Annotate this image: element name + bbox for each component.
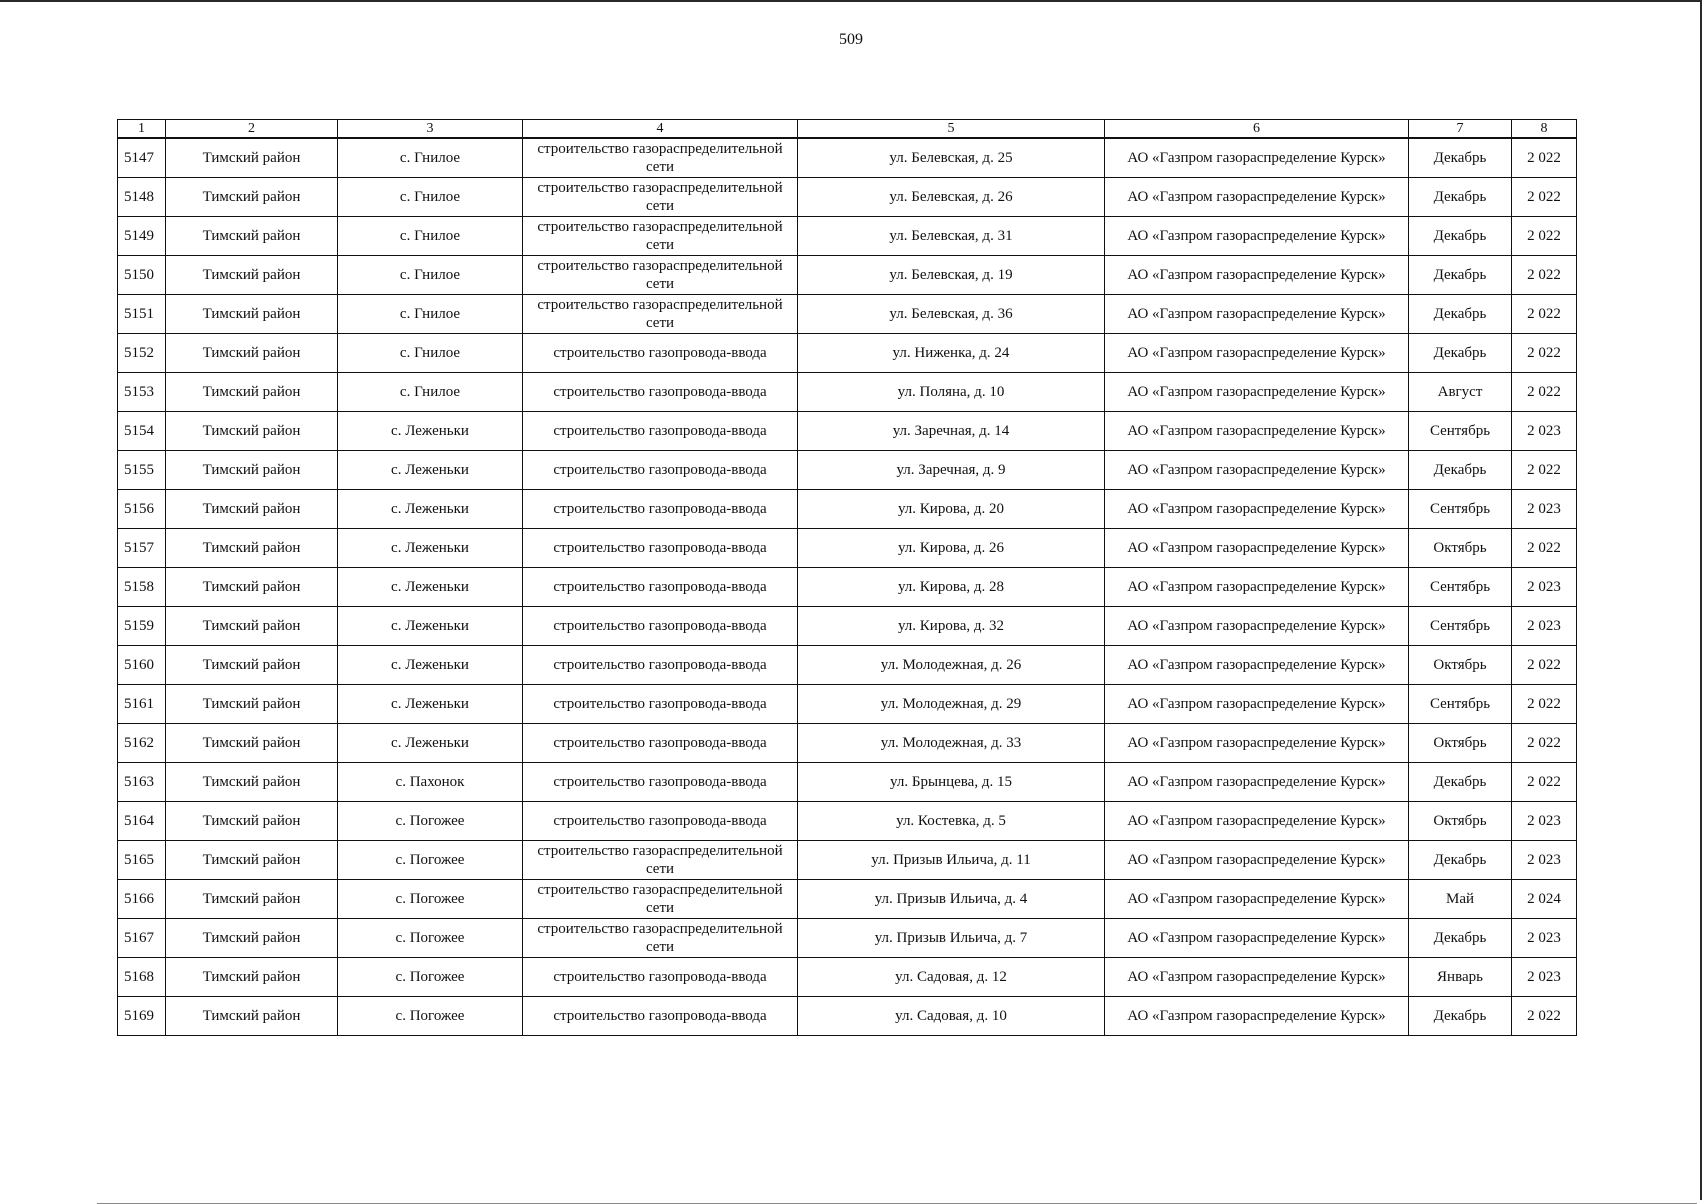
address-cell: ул. Призыв Ильича, д. 4 <box>798 880 1105 919</box>
work-type-cell: строительство газопровода-ввода <box>523 724 798 763</box>
work-type-text: строительство газораспределительной сети <box>537 843 783 877</box>
work-type-cell: строительство газопровода-ввода <box>523 373 798 412</box>
work-type-cell <box>523 841 798 880</box>
organization-cell: АО «Газпром газораспределение Курск» <box>1105 412 1409 451</box>
month-cell: Декабрь <box>1409 763 1512 802</box>
table-row <box>118 178 1577 217</box>
month-cell: Сентябрь <box>1409 412 1512 451</box>
year-cell: 2 023 <box>1512 568 1577 607</box>
year-cell: 2 022 <box>1512 685 1577 724</box>
district-cell: Тимский район <box>166 607 338 646</box>
month-cell: Сентябрь <box>1409 568 1512 607</box>
address-cell: ул. Костевка, д. 5 <box>798 802 1105 841</box>
table-row <box>118 880 1577 919</box>
district-cell: Тимский район <box>166 529 338 568</box>
address-cell: ул. Кирова, д. 28 <box>798 568 1105 607</box>
month-cell: Декабрь <box>1409 217 1512 256</box>
organization-cell: АО «Газпром газораспределение Курск» <box>1105 958 1409 997</box>
month-cell: Декабрь <box>1409 295 1512 334</box>
organization-cell: АО «Газпром газораспределение Курск» <box>1105 802 1409 841</box>
header-cell: 4 <box>523 120 798 139</box>
table-row <box>118 919 1577 958</box>
address-cell: ул. Заречная, д. 9 <box>798 451 1105 490</box>
address-cell: ул. Кирова, д. 20 <box>798 490 1105 529</box>
work-type-cell: строительство газопровода-ввода <box>523 451 798 490</box>
district-cell: Тимский район <box>166 724 338 763</box>
settlement-cell: с. Погожее <box>338 802 523 841</box>
year-cell: 2 022 <box>1512 451 1577 490</box>
address-cell: ул. Призыв Ильича, д. 7 <box>798 919 1105 958</box>
organization-cell: АО «Газпром газораспределение Курск» <box>1105 529 1409 568</box>
work-type-cell: строительство газопровода-ввода <box>523 412 798 451</box>
header-cell: 7 <box>1409 120 1512 139</box>
district-cell: Тимский район <box>166 256 338 295</box>
month-cell: Декабрь <box>1409 256 1512 295</box>
district-cell: Тимский район <box>166 685 338 724</box>
organization-cell: АО «Газпром газораспределение Курск» <box>1105 490 1409 529</box>
year-cell: 2 022 <box>1512 334 1577 373</box>
table-row <box>118 763 1577 802</box>
settlement-cell: с. Гнилое <box>338 256 523 295</box>
month-cell: Сентябрь <box>1409 490 1512 529</box>
district-cell: Тимский район <box>166 138 338 178</box>
settlement-cell: с. Леженьки <box>338 568 523 607</box>
header-cell: 5 <box>798 120 1105 139</box>
table-row <box>118 997 1577 1036</box>
month-cell: Декабрь <box>1409 919 1512 958</box>
district-cell: Тимский район <box>166 841 338 880</box>
month-cell: Январь <box>1409 958 1512 997</box>
organization-cell: АО «Газпром газораспределение Курск» <box>1105 880 1409 919</box>
year-cell: 2 023 <box>1512 802 1577 841</box>
row-number-cell: 5153 <box>118 373 166 412</box>
month-cell: Октябрь <box>1409 646 1512 685</box>
year-cell: 2 022 <box>1512 217 1577 256</box>
month-cell: Декабрь <box>1409 178 1512 217</box>
settlement-cell: с. Погожее <box>338 958 523 997</box>
address-cell: ул. Кирова, д. 26 <box>798 529 1105 568</box>
row-number-cell: 5161 <box>118 685 166 724</box>
organization-cell: АО «Газпром газораспределение Курск» <box>1105 568 1409 607</box>
address-cell: ул. Молодежная, д. 33 <box>798 724 1105 763</box>
row-number-cell: 5166 <box>118 880 166 919</box>
settlement-cell: с. Леженьки <box>338 607 523 646</box>
row-number-cell: 5156 <box>118 490 166 529</box>
table-row <box>118 841 1577 880</box>
header-cell: 6 <box>1105 120 1409 139</box>
year-cell: 2 022 <box>1512 529 1577 568</box>
settlement-cell: с. Леженьки <box>338 646 523 685</box>
month-cell: Декабрь <box>1409 138 1512 178</box>
address-cell: ул. Ниженка, д. 24 <box>798 334 1105 373</box>
year-cell: 2 022 <box>1512 295 1577 334</box>
year-cell: 2 023 <box>1512 490 1577 529</box>
row-number-cell: 5149 <box>118 217 166 256</box>
address-cell: ул. Белевская, д. 26 <box>798 178 1105 217</box>
month-cell: Октябрь <box>1409 802 1512 841</box>
table-row <box>118 529 1577 568</box>
row-number-cell: 5168 <box>118 958 166 997</box>
address-cell: ул. Поляна, д. 10 <box>798 373 1105 412</box>
settlement-cell: с. Леженьки <box>338 412 523 451</box>
organization-cell: АО «Газпром газораспределение Курск» <box>1105 451 1409 490</box>
organization-cell: АО «Газпром газораспределение Курск» <box>1105 178 1409 217</box>
month-cell: Август <box>1409 373 1512 412</box>
work-type-cell: строительство газопровода-ввода <box>523 568 798 607</box>
year-cell: 2 023 <box>1512 607 1577 646</box>
organization-cell: АО «Газпром газораспределение Курск» <box>1105 295 1409 334</box>
district-cell: Тимский район <box>166 217 338 256</box>
work-type-cell <box>523 295 798 334</box>
organization-cell: АО «Газпром газораспределение Курск» <box>1105 919 1409 958</box>
table-row <box>118 138 1577 178</box>
header-cell: 1 <box>118 120 166 139</box>
year-cell: 2 023 <box>1512 841 1577 880</box>
district-cell: Тимский район <box>166 958 338 997</box>
settlement-cell: с. Гнилое <box>338 373 523 412</box>
work-type-cell <box>523 256 798 295</box>
work-type-cell <box>523 919 798 958</box>
header-cell: 2 <box>166 120 338 139</box>
row-number-cell: 5169 <box>118 997 166 1036</box>
row-number-cell: 5154 <box>118 412 166 451</box>
organization-cell: АО «Газпром газораспределение Курск» <box>1105 256 1409 295</box>
address-cell: ул. Кирова, д. 32 <box>798 607 1105 646</box>
organization-cell: АО «Газпром газораспределение Курск» <box>1105 373 1409 412</box>
month-cell: Октябрь <box>1409 529 1512 568</box>
district-cell: Тимский район <box>166 997 338 1036</box>
month-cell: Октябрь <box>1409 724 1512 763</box>
district-cell: Тимский район <box>166 295 338 334</box>
organization-cell: АО «Газпром газораспределение Курск» <box>1105 334 1409 373</box>
table-row <box>118 646 1577 685</box>
month-cell: Декабрь <box>1409 841 1512 880</box>
settlement-cell: с. Погожее <box>338 919 523 958</box>
work-type-cell: строительство газопровода-ввода <box>523 490 798 529</box>
row-number-cell: 5152 <box>118 334 166 373</box>
address-cell: ул. Брынцева, д. 15 <box>798 763 1105 802</box>
address-cell: ул. Заречная, д. 14 <box>798 412 1105 451</box>
district-cell: Тимский район <box>166 412 338 451</box>
address-cell: ул. Садовая, д. 12 <box>798 958 1105 997</box>
row-number-cell: 5150 <box>118 256 166 295</box>
district-cell: Тимский район <box>166 919 338 958</box>
header-cell: 3 <box>338 120 523 139</box>
settlement-cell: с. Гнилое <box>338 178 523 217</box>
settlement-cell: с. Пахонок <box>338 763 523 802</box>
month-cell: Май <box>1409 880 1512 919</box>
district-cell: Тимский район <box>166 334 338 373</box>
row-number-cell: 5160 <box>118 646 166 685</box>
header-cell: 8 <box>1512 120 1577 139</box>
table-header-row <box>118 120 1577 139</box>
settlement-cell: с. Гнилое <box>338 217 523 256</box>
row-number-cell: 5155 <box>118 451 166 490</box>
work-type-text: строительство газораспределительной сети <box>537 297 783 331</box>
year-cell: 2 022 <box>1512 646 1577 685</box>
district-cell: Тимский район <box>166 802 338 841</box>
work-type-text: строительство газораспределительной сети <box>537 921 783 955</box>
address-cell: ул. Белевская, д. 25 <box>798 138 1105 178</box>
organization-cell: АО «Газпром газораспределение Курск» <box>1105 217 1409 256</box>
address-cell: ул. Белевская, д. 19 <box>798 256 1105 295</box>
row-number-cell: 5165 <box>118 841 166 880</box>
organization-cell: АО «Газпром газораспределение Курск» <box>1105 607 1409 646</box>
work-type-cell: строительство газопровода-ввода <box>523 802 798 841</box>
settlement-cell: с. Леженьки <box>338 685 523 724</box>
row-number-cell: 5151 <box>118 295 166 334</box>
organization-cell: АО «Газпром газораспределение Курск» <box>1105 997 1409 1036</box>
settlement-cell: с. Леженьки <box>338 529 523 568</box>
district-cell: Тимский район <box>166 451 338 490</box>
year-cell: 2 022 <box>1512 763 1577 802</box>
row-number-cell: 5147 <box>118 138 166 178</box>
district-cell: Тимский район <box>166 490 338 529</box>
row-number-cell: 5158 <box>118 568 166 607</box>
year-cell: 2 023 <box>1512 919 1577 958</box>
settlement-cell: с. Гнилое <box>338 138 523 178</box>
table-row <box>118 295 1577 334</box>
table-row <box>118 217 1577 256</box>
address-cell: ул. Садовая, д. 10 <box>798 997 1105 1036</box>
district-cell: Тимский район <box>166 178 338 217</box>
table-row <box>118 451 1577 490</box>
district-cell: Тимский район <box>166 880 338 919</box>
organization-cell: АО «Газпром газораспределение Курск» <box>1105 763 1409 802</box>
settlement-cell: с. Леженьки <box>338 490 523 529</box>
year-cell: 2 022 <box>1512 724 1577 763</box>
row-number-cell: 5167 <box>118 919 166 958</box>
settlement-cell: с. Погожее <box>338 841 523 880</box>
address-cell: ул. Молодежная, д. 29 <box>798 685 1105 724</box>
work-type-text: строительство газораспределительной сети <box>537 219 783 253</box>
settlement-cell: с. Леженьки <box>338 451 523 490</box>
row-number-cell: 5163 <box>118 763 166 802</box>
table-row <box>118 724 1577 763</box>
table-row <box>118 568 1577 607</box>
year-cell: 2 022 <box>1512 178 1577 217</box>
address-cell: ул. Белевская, д. 31 <box>798 217 1105 256</box>
organization-cell: АО «Газпром газораспределение Курск» <box>1105 685 1409 724</box>
work-type-text: строительство газораспределительной сети <box>537 141 783 175</box>
table-row <box>118 334 1577 373</box>
work-type-cell <box>523 217 798 256</box>
row-number-cell: 5162 <box>118 724 166 763</box>
table-row <box>118 412 1577 451</box>
scan-edge-top <box>0 0 1702 2</box>
district-cell: Тимский район <box>166 763 338 802</box>
month-cell: Сентябрь <box>1409 607 1512 646</box>
organization-cell: АО «Газпром газораспределение Курск» <box>1105 646 1409 685</box>
work-type-cell: строительство газопровода-ввода <box>523 646 798 685</box>
address-cell: ул. Белевская, д. 36 <box>798 295 1105 334</box>
table-row <box>118 256 1577 295</box>
year-cell: 2 022 <box>1512 138 1577 178</box>
row-number-cell: 5159 <box>118 607 166 646</box>
year-cell: 2 022 <box>1512 997 1577 1036</box>
work-type-cell <box>523 880 798 919</box>
table-row <box>118 685 1577 724</box>
work-type-text: строительство газораспределительной сети <box>537 258 783 292</box>
row-number-cell: 5164 <box>118 802 166 841</box>
work-type-cell: строительство газопровода-ввода <box>523 529 798 568</box>
work-type-cell <box>523 178 798 217</box>
year-cell: 2 022 <box>1512 256 1577 295</box>
month-cell: Декабрь <box>1409 997 1512 1036</box>
table-row <box>118 607 1577 646</box>
work-type-cell: строительство газопровода-ввода <box>523 958 798 997</box>
gasification-table <box>117 119 1577 1036</box>
month-cell: Декабрь <box>1409 451 1512 490</box>
district-cell: Тимский район <box>166 568 338 607</box>
table-row <box>118 802 1577 841</box>
page-number: 509 <box>839 31 863 48</box>
work-type-cell: строительство газопровода-ввода <box>523 685 798 724</box>
organization-cell: АО «Газпром газораспределение Курск» <box>1105 724 1409 763</box>
work-type-text: строительство газораспределительной сети <box>537 180 783 214</box>
month-cell: Сентябрь <box>1409 685 1512 724</box>
settlement-cell: с. Погожее <box>338 880 523 919</box>
settlement-cell: с. Гнилое <box>338 295 523 334</box>
row-number-cell: 5157 <box>118 529 166 568</box>
table-body <box>118 138 1577 1036</box>
year-cell: 2 023 <box>1512 958 1577 997</box>
table-row <box>118 958 1577 997</box>
year-cell: 2 022 <box>1512 373 1577 412</box>
organization-cell: АО «Газпром газораспределение Курск» <box>1105 138 1409 178</box>
work-type-cell: строительство газопровода-ввода <box>523 334 798 373</box>
address-cell: ул. Молодежная, д. 26 <box>798 646 1105 685</box>
district-cell: Тимский район <box>166 373 338 412</box>
work-type-cell <box>523 138 798 178</box>
row-number-cell: 5148 <box>118 178 166 217</box>
settlement-cell: с. Погожее <box>338 997 523 1036</box>
year-cell: 2 023 <box>1512 412 1577 451</box>
work-type-cell: строительство газопровода-ввода <box>523 997 798 1036</box>
table-row <box>118 373 1577 412</box>
table-row <box>118 490 1577 529</box>
organization-cell: АО «Газпром газораспределение Курск» <box>1105 841 1409 880</box>
address-cell: ул. Призыв Ильича, д. 11 <box>798 841 1105 880</box>
month-cell: Декабрь <box>1409 334 1512 373</box>
work-type-text: строительство газораспределительной сети <box>537 882 783 916</box>
settlement-cell: с. Леженьки <box>338 724 523 763</box>
work-type-cell: строительство газопровода-ввода <box>523 763 798 802</box>
district-cell: Тимский район <box>166 646 338 685</box>
settlement-cell: с. Гнилое <box>338 334 523 373</box>
year-cell: 2 024 <box>1512 880 1577 919</box>
work-type-cell: строительство газопровода-ввода <box>523 607 798 646</box>
